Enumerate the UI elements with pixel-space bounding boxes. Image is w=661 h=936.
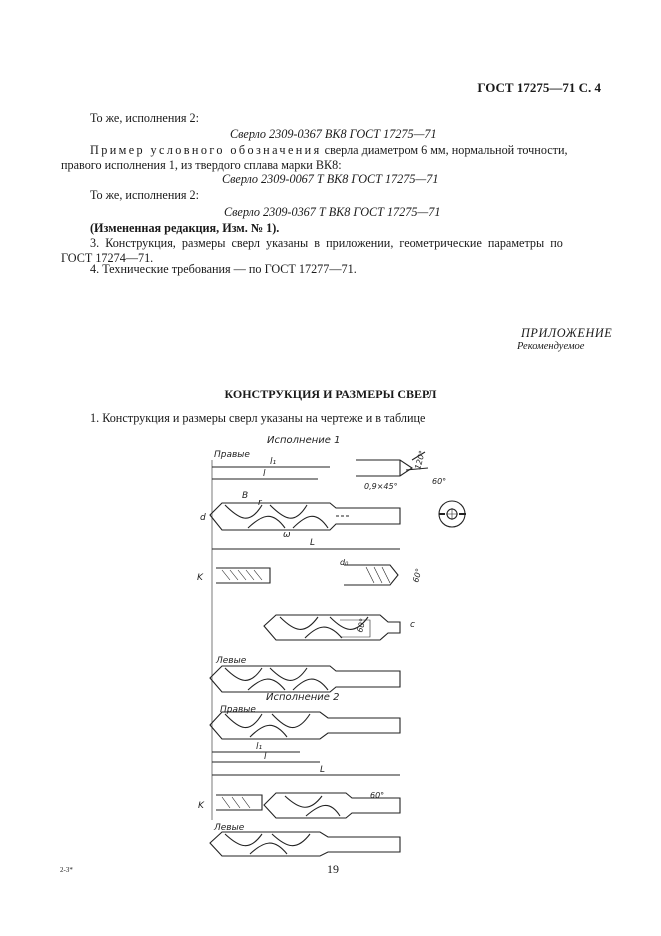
caption-execution-1: Исполнение 1 (267, 435, 341, 446)
paragraph-same-exec2-b: То же, исполнения 2: (90, 188, 200, 202)
angle-label-60-c: 60° (355, 617, 368, 634)
amendment-note: (Измененная редакция, Изм. № 1). (90, 221, 280, 235)
angle-label-60-b: 60° (411, 567, 424, 584)
label-right-1: Правые (214, 450, 250, 460)
section-K (216, 568, 270, 583)
dim-label-B: B (242, 491, 249, 501)
angle-label-60-top: 60° (432, 477, 447, 486)
label-left-1: Левые (216, 656, 247, 666)
drill-right-exec2 (210, 712, 400, 739)
section-item1: 1. Конструкция и размеры сверл указаны на чертеже и в таблице (90, 411, 426, 425)
drill-left-exec1 (210, 666, 400, 692)
dim-label-d0: d₀ (340, 558, 349, 567)
drill-left-exec2 (210, 832, 400, 856)
dim-label-L-exec2: L (320, 765, 326, 775)
appendix-subtitle: Рекомендуемое (517, 341, 585, 352)
appendix-title: ПРИЛОЖЕНИЕ (521, 326, 613, 340)
drill-drawing (0, 430, 661, 870)
sheet-mark: 2-3* (60, 866, 73, 874)
paragraph-example-line2: правого исполнения 1, из твердого сплава марки ВК8: (61, 158, 342, 172)
caption-execution-2: Исполнение 2 (266, 692, 340, 703)
dim-label-chamfer: 0,9×45° (364, 482, 398, 491)
page-number: 19 (327, 862, 339, 876)
example-spaced-text: Пример условного обозначения (90, 143, 322, 157)
designation-example-2: Сверло 2309-0067 Т ВК8 ГОСТ 17275—71 (222, 172, 439, 186)
paragraph-same-exec2: То же, исполнения 2: (90, 111, 200, 125)
designation-example-1: Сверло 2309-0367 ВК8 ГОСТ 17275—71 (230, 127, 437, 141)
dim-label-r: r (258, 498, 262, 508)
label-left-2: Левые (214, 823, 245, 833)
d0-detail (344, 565, 398, 585)
dim-label-omega: ω (283, 530, 291, 540)
dim-label-K: K (197, 573, 203, 583)
label-right-2: Правые (220, 705, 256, 715)
dim-label-K-exec2: K (198, 801, 204, 811)
item3-line1: 3. Конструкция, размеры сверл указаны в приложении, геометрические параметры по (90, 236, 563, 250)
angle-label-60-d: 60° (370, 791, 385, 800)
example-rest-text: сверла диаметром 6 мм, нормальной точности, (321, 143, 568, 157)
dim-label-l: l (263, 469, 266, 479)
dim-label-c: c (410, 620, 415, 630)
drill-middle (264, 615, 400, 640)
section-heading: КОНСТРУКЦИЯ И РАЗМЕРЫ СВЕРЛ (224, 387, 437, 401)
dim-label-l-exec2: l (264, 752, 267, 762)
document-code: ГОСТ 17275—71 С. 4 (477, 80, 601, 95)
dim-label-l1: l₁ (270, 457, 277, 467)
angle-label-120: 120° (413, 449, 427, 471)
item4: 4. Технические требования — по ГОСТ 17277—71. (90, 262, 357, 276)
dim-label-L: L (310, 538, 316, 548)
dim-label-d: d (200, 513, 206, 523)
designation-example-3: Сверло 2309-0367 Т ВК8 ГОСТ 17275—71 (224, 205, 441, 219)
item3-line2: ГОСТ 17274—71. (61, 251, 154, 265)
dim-label-l1-exec2: l₁ (256, 742, 263, 752)
drill-right-exec1 (210, 503, 400, 530)
drill-flutes (225, 505, 328, 528)
end-view (439, 501, 466, 527)
paragraph-example-line1 (90, 143, 568, 158)
